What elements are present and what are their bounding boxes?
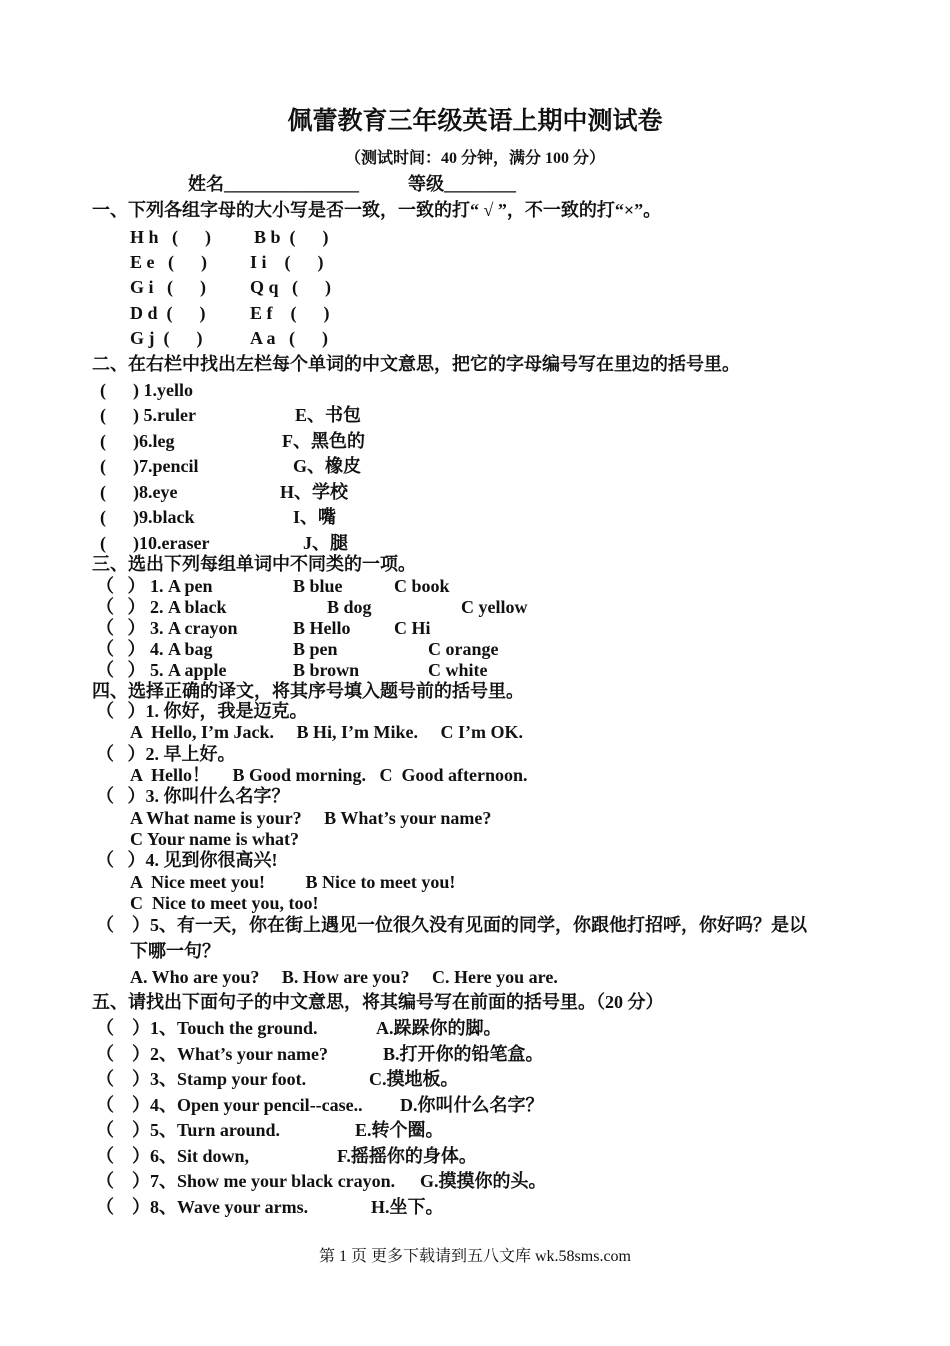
s4-question: （ ）1. 你好，我是迈克。 bbox=[96, 701, 308, 721]
s1-item: G j ( ) bbox=[130, 328, 203, 348]
s2-word: ( ) 5.ruler bbox=[100, 405, 196, 425]
s5-meaning: H.坐下。 bbox=[371, 1197, 444, 1217]
s4-options: C Your name is what? bbox=[130, 829, 300, 849]
s5-meaning: D.你叫什么名字？ bbox=[400, 1095, 544, 1115]
s2-word: ( )6.leg bbox=[100, 431, 175, 451]
s3-option-a: （ ） 4. A bag bbox=[96, 639, 213, 659]
s1-item: B b ( ) bbox=[254, 227, 329, 247]
s3-option-b: B dog bbox=[327, 597, 372, 617]
s1-item: D d ( ) bbox=[130, 303, 206, 323]
s3-option-c: C orange bbox=[428, 639, 499, 659]
s3-option-a: （ ） 5. A apple bbox=[96, 660, 227, 680]
s4-options: A What name is your? B What’s your name? bbox=[130, 808, 492, 828]
exam-subtitle: （测试时间：40 分钟，满分 100 分） bbox=[344, 150, 605, 167]
s5-meaning: F.摇摇你的身体。 bbox=[337, 1146, 477, 1166]
s5-sentence: （ ）7、Show me your black crayon. bbox=[96, 1171, 396, 1191]
s5-meaning: E.转个圈。 bbox=[355, 1120, 444, 1140]
s2-word: ( )9.black bbox=[100, 507, 195, 527]
s2-word: ( )7.pencil bbox=[100, 456, 199, 476]
s1-item: A a ( ) bbox=[250, 328, 328, 348]
s4-question: （ ）2. 早上好。 bbox=[96, 744, 236, 764]
page-footer: 第 1 页 更多下载请到五八文库 wk.58sms.com bbox=[318, 1248, 631, 1265]
s5-meaning: A.跺跺你的脚。 bbox=[376, 1018, 502, 1038]
s2-meaning: I、嘴 bbox=[293, 507, 337, 527]
s4-question: （ ）3. 你叫什么名字？ bbox=[96, 786, 290, 806]
s5-sentence: （ ）3、Stamp your foot. bbox=[96, 1069, 307, 1089]
s3-option-a: （ ） 1. A pen bbox=[96, 576, 213, 596]
s5-meaning: C.摸地板。 bbox=[369, 1069, 459, 1089]
s2-meaning: F、黑色的 bbox=[282, 431, 365, 451]
s3-option-b: B brown bbox=[293, 660, 360, 680]
s4-options: A Hello！ B Good morning. C Good afternoon. bbox=[130, 765, 528, 785]
s4-options: A. Who are you? B. How are you? C. Here you are. bbox=[130, 967, 558, 987]
s3-option-c: C book bbox=[394, 576, 450, 596]
s5-sentence: （ ）6、Sit down, bbox=[96, 1146, 250, 1166]
s5-meaning: B.打开你的铅笔盒。 bbox=[383, 1044, 544, 1064]
s3-option-b: B pen bbox=[293, 639, 338, 659]
section-1-heading: 一、下列各组字母的大小写是否一致，一致的打“ √ ”，不一致的打“×”。 bbox=[92, 200, 662, 220]
s3-option-b: B Hello bbox=[293, 618, 351, 638]
s5-sentence: （ ）4、Open your pencil--case.. bbox=[96, 1095, 363, 1115]
s4-options: A Nice meet you! B Nice to meet you! bbox=[130, 872, 456, 892]
section-3-heading: 三、选出下列每组单词中不同类的一项。 bbox=[92, 554, 416, 574]
page-title: 佩蕾教育三年级英语上期中测试卷 bbox=[287, 108, 663, 135]
s2-meaning: E、书包 bbox=[295, 405, 362, 425]
s1-item: E f ( ) bbox=[250, 303, 330, 323]
s2-meaning: J、腿 bbox=[303, 533, 348, 553]
section-2-heading: 二、在右栏中找出左栏每个单词的中文意思，把它的字母编号写在里边的括号里。 bbox=[92, 354, 740, 374]
s1-item: I i ( ) bbox=[250, 252, 324, 272]
s5-sentence: （ ）5、Turn around. bbox=[96, 1120, 281, 1140]
section-5-heading: 五、请找出下面句子的中文意思，将其编号写在前面的括号里。（20 分） bbox=[92, 992, 664, 1012]
s5-meaning: G.摸摸你的头。 bbox=[420, 1171, 547, 1191]
s2-word: ( )10.eraser bbox=[100, 533, 210, 553]
s4-options: A Hello, I’m Jack. B Hi, I’m Mike. C I’m OK. bbox=[130, 722, 523, 742]
s3-option-c: C yellow bbox=[461, 597, 528, 617]
s5-sentence: （ ）2、What’s your name? bbox=[96, 1044, 329, 1064]
s2-meaning: G、橡皮 bbox=[293, 456, 362, 476]
s3-option-c: C Hi bbox=[394, 618, 431, 638]
s3-option-a: （ ） 3. A crayon bbox=[96, 618, 238, 638]
s3-option-b: B blue bbox=[293, 576, 343, 596]
s1-item: E e ( ) bbox=[130, 252, 207, 272]
s3-option-c: C white bbox=[428, 660, 488, 680]
s1-item: H h ( ) bbox=[130, 227, 211, 247]
s2-meaning: H、学校 bbox=[280, 482, 349, 502]
grade-field: 等级________ bbox=[408, 174, 516, 194]
s4-question: （ ）4. 见到你很高兴! bbox=[96, 850, 278, 870]
s5-sentence: （ ）1、Touch the ground. bbox=[96, 1018, 318, 1038]
s4-question-cont: 下哪一句？ bbox=[130, 941, 220, 961]
s1-item: G i ( ) bbox=[130, 277, 206, 297]
s4-question: （ ）5、有一天，你在街上遇见一位很久没有见面的同学，你跟他打招呼，你好吗？是以 bbox=[96, 915, 807, 935]
s5-sentence: （ ）8、Wave your arms. bbox=[96, 1197, 309, 1217]
name-field: 姓名_______________ bbox=[188, 174, 359, 194]
s2-word: ( )8.eye bbox=[100, 482, 178, 502]
s2-word: ( ) 1.yello bbox=[100, 380, 193, 400]
s4-options: C Nice to meet you, too! bbox=[130, 893, 319, 913]
section-4-heading: 四、选择正确的译文，将其序号填入题号前的括号里。 bbox=[92, 681, 524, 701]
s3-option-a: （ ） 2. A black bbox=[96, 597, 227, 617]
s1-item: Q q ( ) bbox=[250, 277, 331, 297]
